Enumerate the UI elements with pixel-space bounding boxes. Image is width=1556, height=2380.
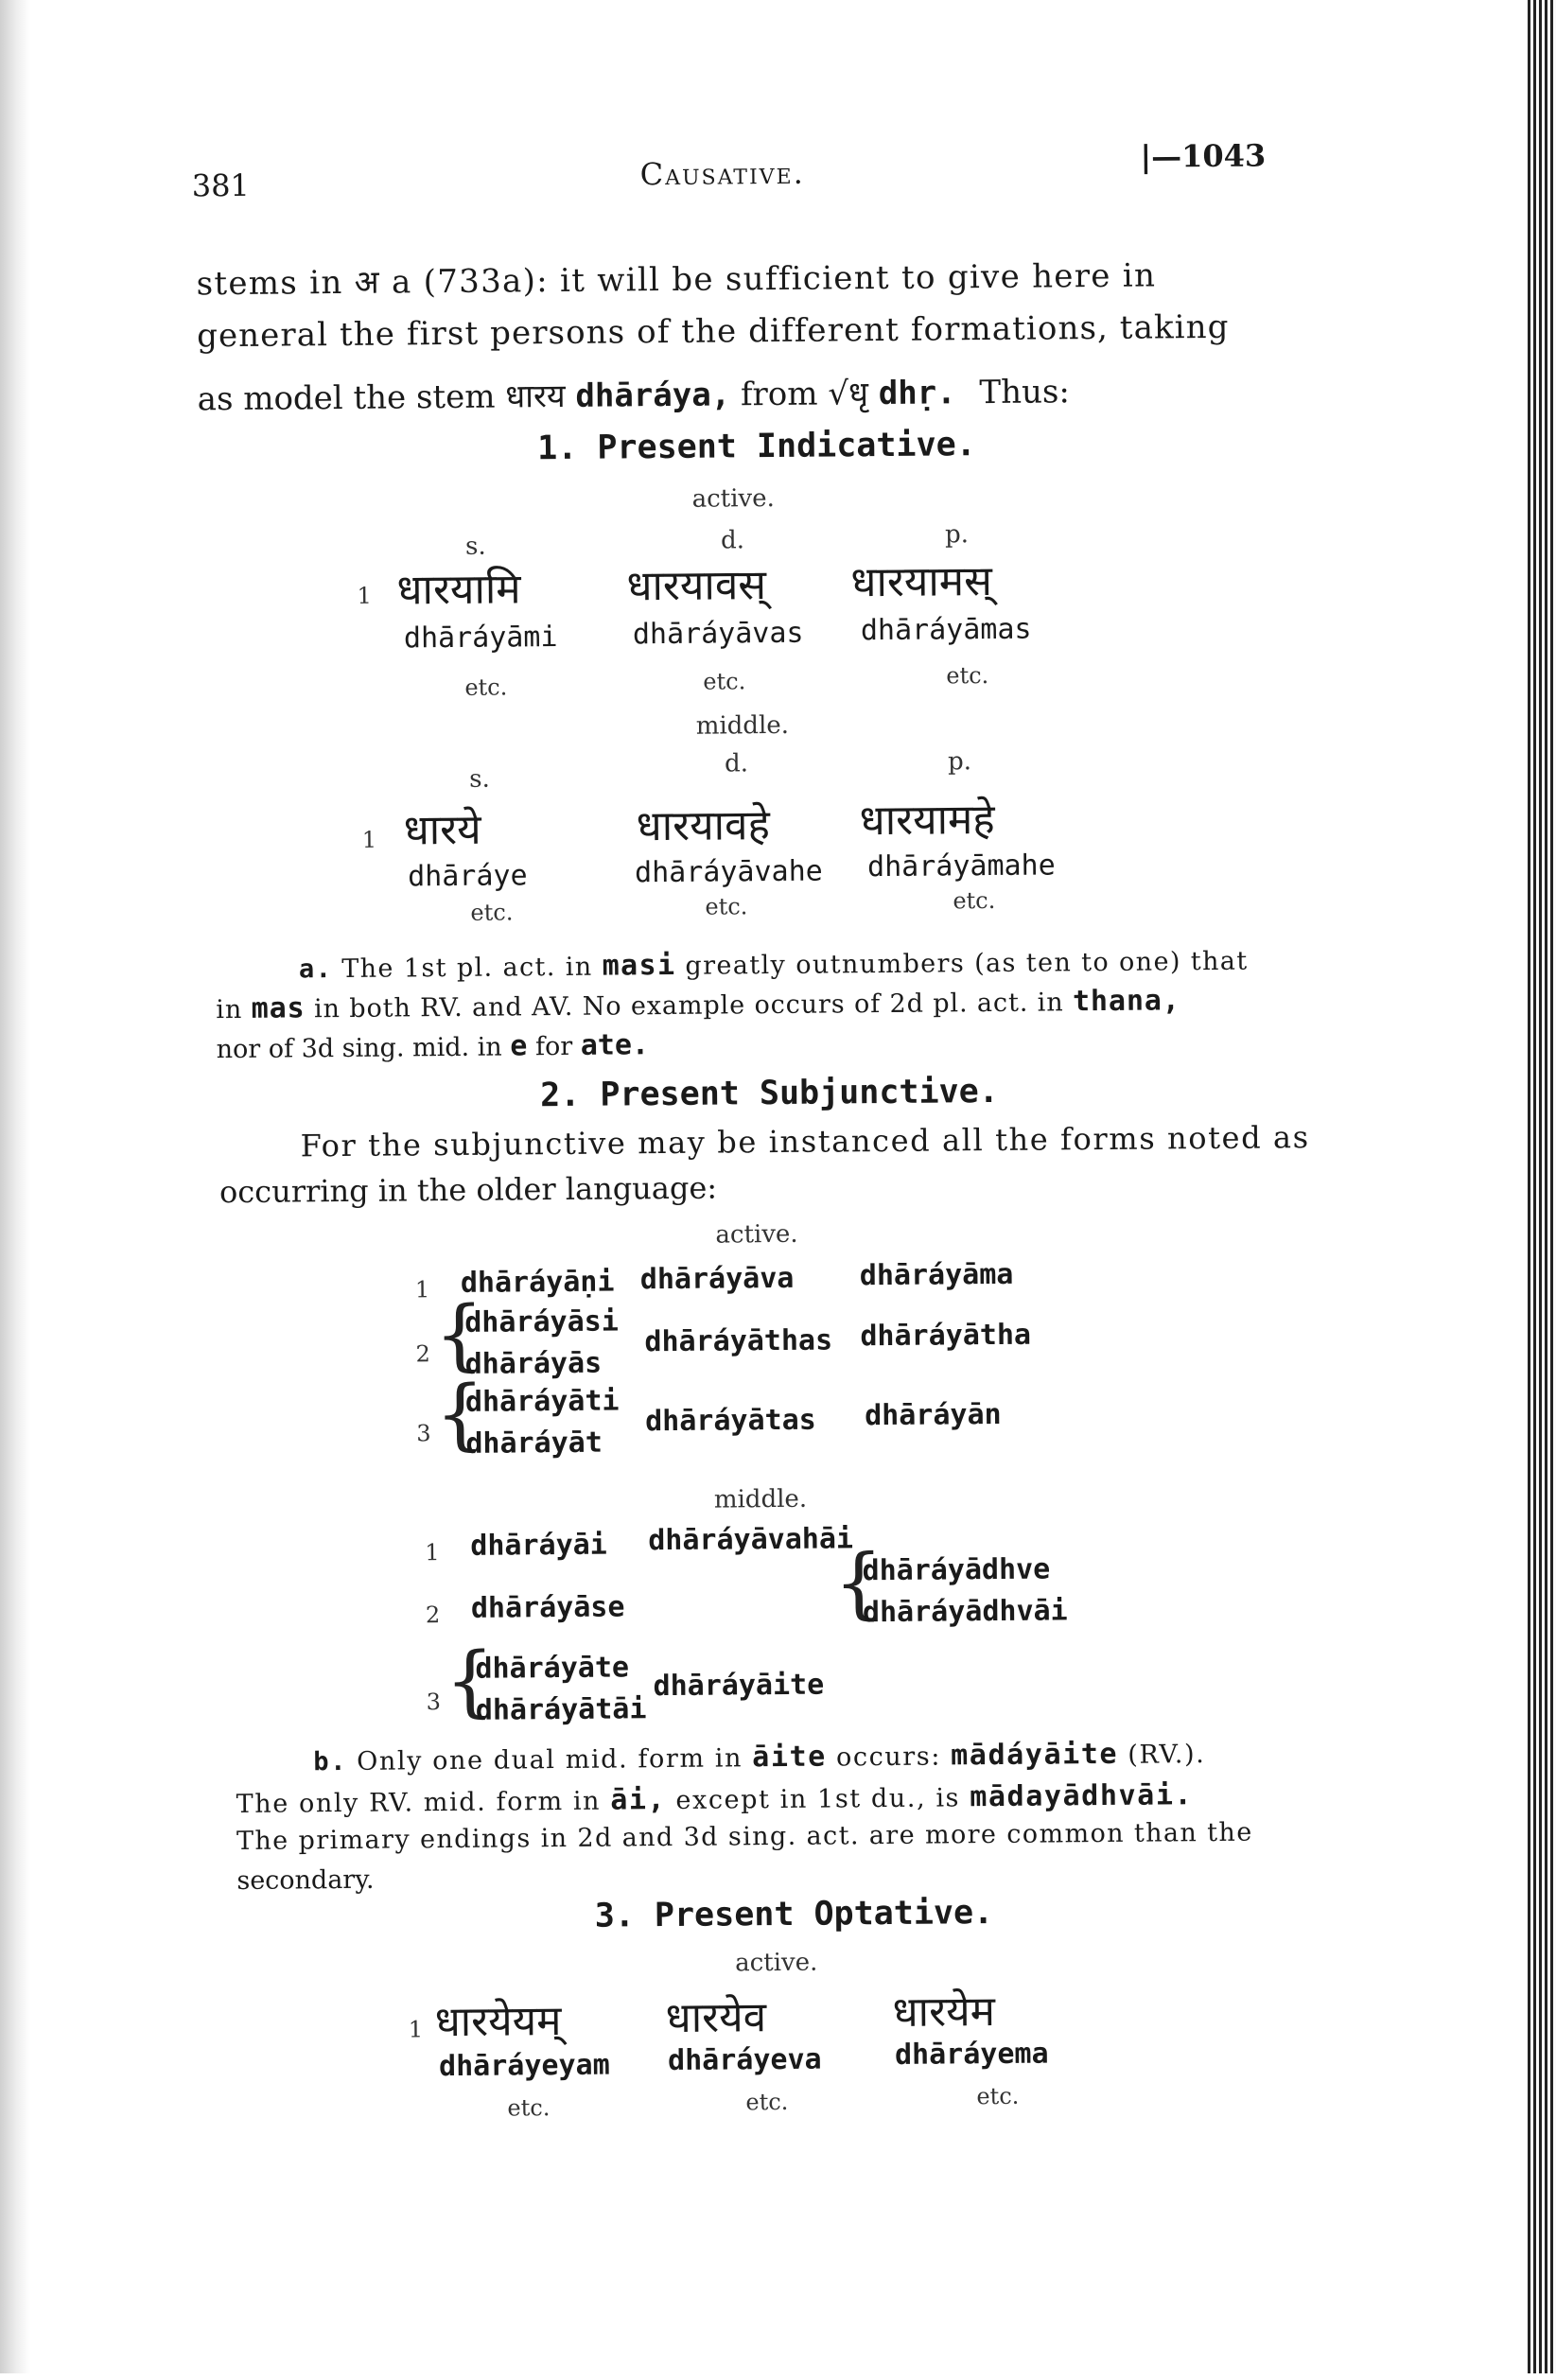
row-number: 3 — [416, 1420, 431, 1447]
col-s-label: s. — [464, 532, 486, 561]
note-b-line-2: The only RV. mid. form in āi, except in 1st du., is mādayādhvāi. — [236, 1778, 1194, 1820]
heading-present-indicative: 1. Present Indicative. — [537, 426, 976, 468]
subj-form: dhāráyāte — [475, 1651, 630, 1686]
note-a-line-3: nor of 3d sing. mid. in e for ate. — [216, 1028, 650, 1065]
translit-word: dhāráyeva — [667, 2042, 822, 2078]
translit-word: dhāráyāvahe — [634, 854, 823, 890]
deva-word: धारयेयम् — [434, 1997, 562, 2047]
etc-label: etc. — [703, 668, 746, 695]
brace: { — [434, 1369, 485, 1461]
row-number: 1 — [361, 826, 377, 853]
subjunctive-middle-label: middle. — [713, 1484, 808, 1514]
row-number: 1 — [414, 1276, 430, 1304]
subjunctive-intro-line-1: For the subjunctive may be instanced all the forms noted as — [300, 1119, 1310, 1164]
intro-line-3: as model the stem धारय dhāráya, from √धृ dhṛ. Thus: — [197, 373, 1071, 419]
row-number: 2 — [425, 1601, 441, 1629]
note-a-line-2: in mas in both RV. and AV. No example occurs of 2d pl. act. in thana, — [216, 984, 1180, 1025]
col-d-label: d. — [720, 526, 745, 555]
subj-form: dhāráyādhve — [862, 1552, 1051, 1588]
col-s-label: s. — [469, 764, 490, 794]
etc-label: etc. — [946, 662, 989, 690]
deva-word: धारयामहे — [859, 795, 995, 846]
subj-form: dhāráyāi — [470, 1528, 607, 1563]
section-number: |—1043 — [1140, 137, 1267, 175]
optative-active-label: active. — [735, 1948, 818, 1978]
translit-word: dhāráyeyam — [438, 2048, 610, 2084]
subjunctive-intro-line-2: occurring in the older language: — [219, 1169, 718, 1211]
note-a-line-1: a. The 1st pl. act. in masi greatly outnumbers (as ten to one) that — [298, 946, 1249, 985]
subj-form: dhāráyāsi — [464, 1304, 619, 1339]
translit-word: dhāráyāvas — [632, 616, 804, 652]
etc-label: etc. — [470, 899, 514, 926]
deva-word: धारयामि — [396, 565, 521, 615]
note-b-line-4: secondary. — [236, 1864, 375, 1897]
subj-form: dhāráyāse — [470, 1590, 625, 1625]
deva-word: धारये — [403, 805, 481, 855]
deva-word: धारयेव — [665, 1993, 767, 2043]
translit-word: dhāráyāmi — [403, 621, 558, 656]
subj-form: dhāráyātāi — [475, 1692, 647, 1727]
heading-present-optative: 3. Present Optative. — [594, 1894, 994, 1935]
etc-label: etc. — [705, 893, 748, 920]
intro-line-2: general the first persons of the different formations, taking — [196, 307, 1230, 356]
subj-form: dhāráyāite — [653, 1668, 825, 1704]
subj-form: dhāráyātas — [645, 1403, 816, 1439]
subj-form: dhāráyās — [464, 1346, 603, 1381]
translit-word: dhāráye — [407, 859, 528, 894]
subj-form: dhāráyāma — [859, 1257, 1014, 1293]
subj-form: dhāráyātha — [860, 1318, 1032, 1354]
col-p-label: p. — [947, 747, 972, 777]
subj-form: dhāráyāvahāi — [648, 1522, 854, 1558]
subj-form: dhāráyāva — [639, 1261, 795, 1297]
heading-present-subjunctive: 2. Present Subjunctive. — [539, 1072, 999, 1115]
subj-form: dhāráyāt — [465, 1426, 603, 1461]
subj-form: dhāráyādhvāi — [862, 1594, 1068, 1630]
deva-word: धारयामस् — [850, 557, 993, 607]
etc-label: etc. — [976, 2082, 1020, 2110]
note-b-line-1: b. Only one dual mid. form in āite occurs: mādáyāite (RV.). — [313, 1737, 1206, 1777]
row-number: 1 — [408, 2016, 424, 2043]
translit-word: dhāráyema — [894, 2037, 1049, 2072]
brace: { — [433, 1289, 484, 1381]
etc-label: etc. — [507, 2094, 551, 2122]
row-number: 1 — [357, 582, 372, 609]
deva-word: धारयावहे — [636, 801, 771, 851]
running-title: Causative. — [639, 154, 805, 193]
deva-word: धारयेम — [892, 1987, 996, 2037]
translit-word: dhāráyāmahe — [866, 849, 1056, 884]
row-number: 1 — [425, 1539, 440, 1566]
col-p-label: p. — [944, 520, 970, 550]
row-number: 3 — [426, 1689, 442, 1716]
etc-label: etc. — [953, 886, 996, 915]
etc-label: etc. — [464, 674, 508, 701]
note-b-line-3: The primary endings in 2d and 3d sing. act. are more common than the — [236, 1817, 1253, 1857]
subj-form: dhāráyān — [864, 1397, 1002, 1433]
translit-word: dhāráyāmas — [860, 612, 1032, 648]
indicative-middle-label: middle. — [695, 710, 790, 741]
indicative-active-label: active. — [691, 484, 775, 514]
subj-form: dhāráyāti — [464, 1384, 620, 1419]
deva-word: धारयावस् — [626, 561, 767, 611]
intro-line-1: stems in अ a (733a): it will be sufficient to give here in — [196, 256, 1157, 304]
subjunctive-active-label: active. — [715, 1219, 798, 1250]
brace: { — [445, 1636, 496, 1727]
etc-label: etc. — [745, 2088, 789, 2116]
row-number: 2 — [415, 1340, 430, 1368]
page-number: 381 — [191, 166, 250, 204]
brace: { — [833, 1538, 884, 1629]
subj-form: dhāráyāthas — [644, 1323, 833, 1359]
subj-form: dhāráyāṇi — [460, 1265, 615, 1300]
col-d-label: d. — [724, 749, 749, 779]
